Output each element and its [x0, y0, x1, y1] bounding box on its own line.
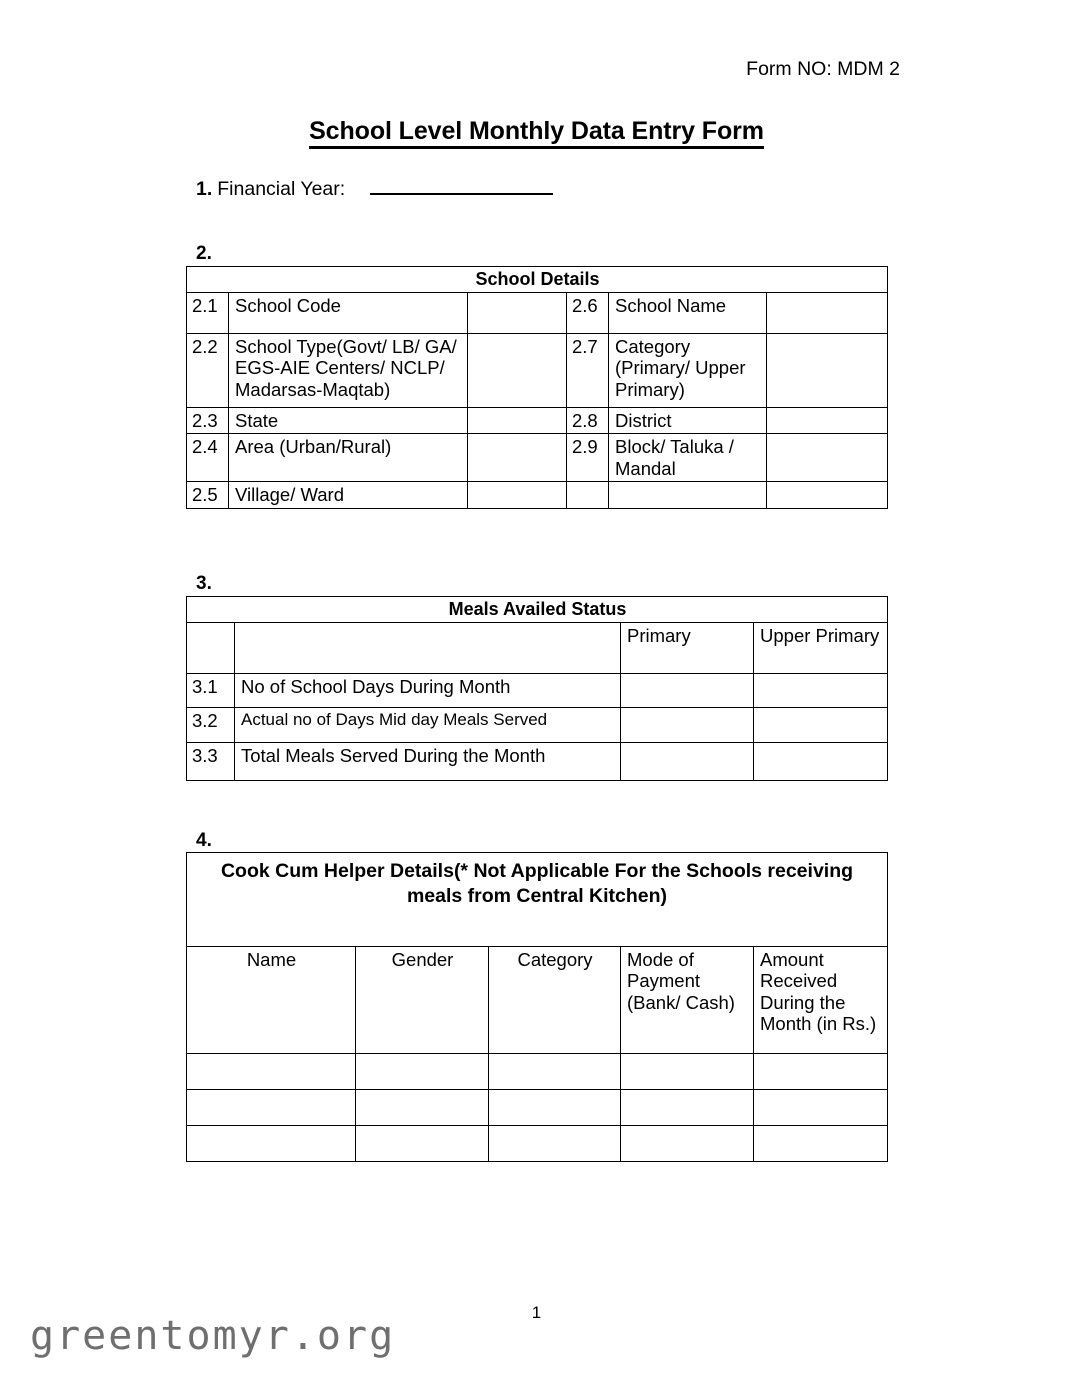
row-value-gender[interactable]: [356, 1054, 489, 1090]
row-value-school-days-primary[interactable]: [621, 673, 754, 707]
row-number-2-3: 2.3: [187, 407, 229, 433]
row-number-3-1: 3.1: [187, 673, 235, 707]
table-column-header-row: [187, 947, 888, 1054]
col-header-amount-received: Amount Received During the Month (in Rs.): [754, 947, 888, 1054]
row-number-2-1: 2.1: [187, 292, 229, 333]
cook-cum-helper-band-title: Cook Cum Helper Details(* Not Applicable For the Schools receiving meals from Central Kitchen): [187, 853, 888, 947]
row-label-days-meals-served: Actual no of Days Mid day Meals Served: [235, 707, 621, 742]
table-column-header-row: [187, 622, 888, 673]
form-number-label: Form NO: MDM 2: [746, 58, 900, 80]
row-label-school-type: School Type(Govt/ LB/ GA/ EGS-AIE Centers/ NCLP/ Madarsas-Maqtab): [229, 333, 468, 407]
col-header-blank-label: [235, 622, 621, 673]
table-row: [187, 1054, 888, 1090]
table-row: [187, 742, 888, 780]
row-label-district: District: [609, 407, 767, 433]
col-header-category: Category: [489, 947, 621, 1054]
school-details-band-title: School Details: [187, 267, 888, 293]
row-value-days-meals-served-primary[interactable]: [621, 707, 754, 742]
row-value-block[interactable]: [767, 434, 888, 482]
row-label-village: Village/ Ward: [229, 482, 468, 508]
row-value-empty[interactable]: [767, 482, 888, 508]
table-row: [187, 673, 888, 707]
row-label-category: Category (Primary/ Upper Primary): [609, 333, 767, 407]
table-row: [187, 407, 888, 433]
row-value-area[interactable]: [468, 434, 567, 482]
page-number: 1: [531, 1303, 542, 1322]
financial-year-number: 1.: [196, 178, 213, 200]
table-band-header-row: [187, 267, 888, 293]
row-value-school-type[interactable]: [468, 333, 567, 407]
section-2-number: 2.: [196, 243, 212, 264]
table-row: [187, 1090, 888, 1126]
row-value-village[interactable]: [468, 482, 567, 508]
row-value-name[interactable]: [187, 1090, 356, 1126]
financial-year-input[interactable]: [370, 179, 553, 195]
row-number-2-4: 2.4: [187, 434, 229, 482]
row-number-3-2: 3.2: [187, 707, 235, 742]
row-number-2-9: 2.9: [567, 434, 609, 482]
row-value-mode-of-payment[interactable]: [621, 1126, 754, 1162]
meals-availed-status-table: [186, 596, 888, 781]
row-label-state: State: [229, 407, 468, 433]
table-row: [187, 1126, 888, 1162]
financial-year-field: [196, 178, 553, 201]
row-label-school-name: School Name: [609, 292, 767, 333]
table-row: [187, 434, 888, 482]
row-label-block: Block/ Taluka / Mandal: [609, 434, 767, 482]
col-header-mode-of-payment: Mode of Payment (Bank/ Cash): [621, 947, 754, 1054]
row-label-school-code: School Code: [229, 292, 468, 333]
row-value-amount[interactable]: [754, 1054, 888, 1090]
row-value-name[interactable]: [187, 1054, 356, 1090]
row-value-district[interactable]: [767, 407, 888, 433]
table-row: [187, 707, 888, 742]
row-value-total-meals-upper-primary[interactable]: [754, 742, 888, 780]
row-value-gender[interactable]: [356, 1090, 489, 1126]
row-value-amount[interactable]: [754, 1090, 888, 1126]
col-header-primary: Primary: [621, 622, 754, 673]
col-header-name: Name: [187, 947, 356, 1054]
table-row: [187, 333, 888, 407]
meals-band-title: Meals Availed Status: [187, 597, 888, 623]
table-band-header-row: [187, 853, 888, 947]
row-value-total-meals-primary[interactable]: [621, 742, 754, 780]
row-value-category[interactable]: [489, 1090, 621, 1126]
section-4-number: 4.: [196, 830, 212, 851]
row-label-total-meals: Total Meals Served During the Month: [235, 742, 621, 780]
row-number-2-5: 2.5: [187, 482, 229, 508]
row-value-category[interactable]: [489, 1126, 621, 1162]
row-value-amount[interactable]: [754, 1126, 888, 1162]
row-number-2-2: 2.2: [187, 333, 229, 407]
row-value-category[interactable]: [767, 333, 888, 407]
watermark: greentomyr.org: [30, 1313, 396, 1359]
row-value-mode-of-payment[interactable]: [621, 1054, 754, 1090]
row-value-gender[interactable]: [356, 1126, 489, 1162]
page-title: [0, 117, 1073, 146]
row-value-days-meals-served-upper-primary[interactable]: [754, 707, 888, 742]
table-row: [187, 482, 888, 508]
col-header-upper-primary: Upper Primary: [754, 622, 888, 673]
row-value-name[interactable]: [187, 1126, 356, 1162]
financial-year-label: Financial Year:: [217, 178, 346, 200]
row-label-empty: [609, 482, 767, 508]
row-number-2-6: 2.6: [567, 292, 609, 333]
row-value-state[interactable]: [468, 407, 567, 433]
row-number-3-3: 3.3: [187, 742, 235, 780]
row-number-2-7: 2.7: [567, 333, 609, 407]
row-label-area: Area (Urban/Rural): [229, 434, 468, 482]
col-header-blank-num: [187, 622, 235, 673]
cook-cum-helper-table: [186, 852, 888, 1162]
row-label-school-days: No of School Days During Month: [235, 673, 621, 707]
table-band-header-row: [187, 597, 888, 623]
school-details-table: [186, 266, 888, 509]
col-header-gender: Gender: [356, 947, 489, 1054]
row-number-2-8: 2.8: [567, 407, 609, 433]
row-value-school-days-upper-primary[interactable]: [754, 673, 888, 707]
table-row: [187, 292, 888, 333]
row-value-school-code[interactable]: [468, 292, 567, 333]
section-3-number: 3.: [196, 573, 212, 594]
row-value-category[interactable]: [489, 1054, 621, 1090]
page-title-text: School Level Monthly Data Entry Form: [309, 117, 764, 149]
row-value-school-name[interactable]: [767, 292, 888, 333]
row-value-mode-of-payment[interactable]: [621, 1090, 754, 1126]
row-number-empty: [567, 482, 609, 508]
